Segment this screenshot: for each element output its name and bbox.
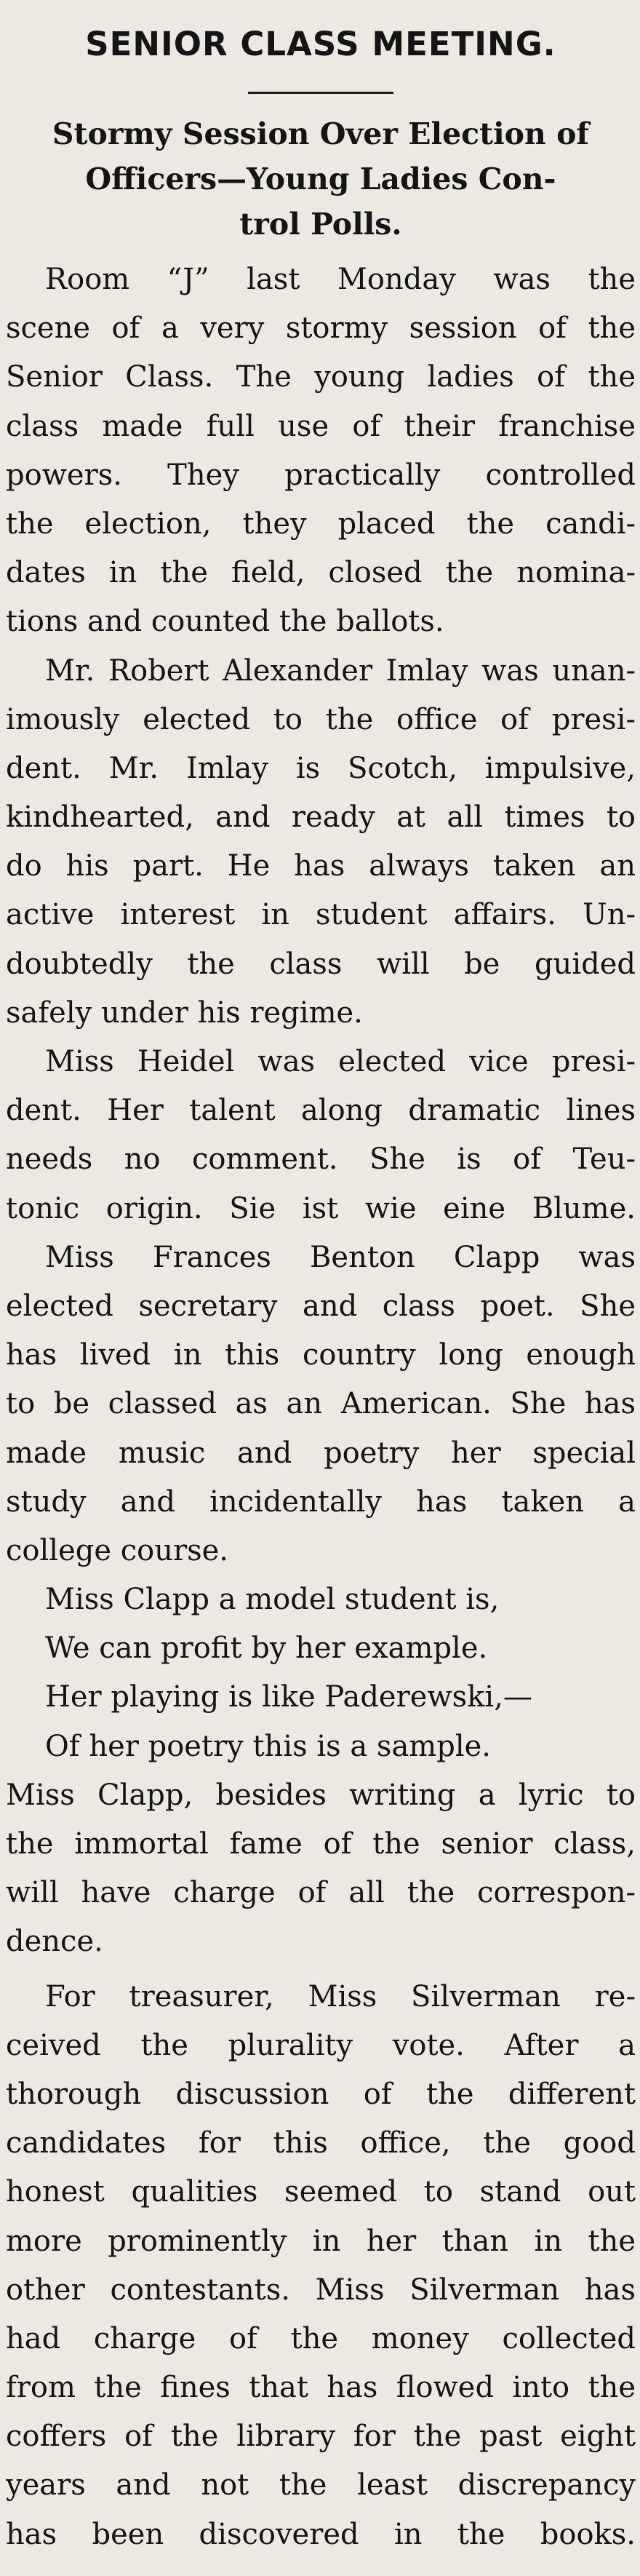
text-line: dent. Her talent along dramatic lines	[6, 1094, 636, 1128]
text-line: Miss Heidel was elected vice presi-	[45, 1045, 636, 1078]
text-line: active interest in student affairs. Un-	[6, 898, 636, 932]
paragraph-correspondence	[6, 1771, 636, 1967]
title-divider	[248, 92, 393, 94]
verse-line: Miss Clapp a model student is,	[45, 1583, 500, 1617]
text-line: kindhearted, and ready at all times to	[6, 800, 636, 835]
text-line: has been discovered in the books.	[6, 2517, 636, 2551]
text-line: ceived the plurality vote. After a	[6, 2028, 636, 2062]
subheading-line: trol Polls.	[239, 207, 402, 242]
text-line: do his part. He has always taken an	[6, 849, 636, 883]
text-line: other contestants. Miss Silverman has	[6, 2273, 636, 2307]
subheading-line: Officers—Young Ladies Con-	[85, 162, 556, 196]
paragraph-vice-president	[6, 1038, 636, 1233]
text-line: tions and counted the ballots.	[6, 605, 444, 639]
text-line: imously elected to the office of presi-	[6, 702, 636, 736]
text-line: dates in the field, closed the nomina-	[6, 556, 636, 590]
text-line: Mr. Robert Alexander Imlay was unan-	[45, 653, 636, 688]
text-line: scene of a very stormy session of the	[6, 311, 636, 346]
text-line: thorough discussion of the different	[6, 2077, 636, 2111]
text-line: will have charge of all the correspon-	[6, 1876, 636, 1910]
verse-line: Her playing is like Paderewski,—	[45, 1680, 532, 1714]
text-line: study and incidentally has taken a	[6, 1484, 636, 1519]
text-line: needs no comment. She is of Teu-	[6, 1142, 636, 1177]
poem-verse	[6, 1575, 636, 1771]
verse-line: We can profit by her example.	[45, 1631, 488, 1666]
verse-line: Of her poetry this is a sample.	[45, 1729, 492, 1763]
text-line: the immortal fame of the senior class,	[6, 1827, 636, 1861]
text-line: doubtedly the class will be guided	[6, 947, 636, 981]
paragraph-room-j	[6, 255, 636, 647]
text-line: tonic origin. Sie ist wie eine Blume.	[6, 1191, 636, 1225]
text-line: Miss Clapp, besides writing a lyric to	[6, 1778, 636, 1812]
text-line: had charge of the money collected	[6, 2321, 636, 2356]
text-line: college course.	[6, 1533, 229, 1567]
paragraph-treasurer	[6, 1973, 636, 2559]
text-line: honest qualities seemed to stand out	[6, 2175, 636, 2209]
article-title: SENIOR CLASS MEETING.	[85, 25, 556, 63]
text-line: coffers of the library for the past eight	[6, 2420, 636, 2454]
text-line: Senior Class. The young ladies of the	[6, 360, 636, 394]
text-line: elected secretary and class poet. She	[6, 1289, 636, 1323]
text-line: safely under his regime.	[6, 995, 363, 1030]
text-line: years and not the least discrepancy	[6, 2468, 636, 2503]
paragraph-secretary	[6, 1233, 636, 1575]
paragraph-gap	[6, 1967, 636, 1973]
text-line: has lived in this country long enough	[6, 1338, 636, 1372]
text-line: the election, they placed the candi-	[6, 506, 636, 541]
text-line: more prominently in her than in the	[6, 2224, 636, 2258]
text-line: powers. They practically controlled	[6, 458, 636, 492]
text-line: Room “J” last Monday was the	[45, 263, 636, 296]
text-line: For treasurer, Miss Silverman re-	[45, 1979, 636, 2014]
text-line: to be classed as an American. She has	[6, 1387, 636, 1421]
text-line: class made full use of their franchise	[6, 409, 636, 443]
text-line: dent. Mr. Imlay is Scotch, impulsive,	[6, 751, 636, 785]
text-line: made music and poetry her special	[6, 1436, 636, 1470]
article-subheading	[6, 111, 636, 247]
subheading-line: Stormy Session Over Election of	[52, 116, 590, 151]
text-line: dence.	[6, 1925, 103, 1959]
text-line: from the fines that has flowed into the	[6, 2371, 636, 2405]
paragraph-president	[6, 647, 636, 1038]
text-line: candidates for this office, the good	[6, 2126, 636, 2160]
text-line: Miss Frances Benton Clapp was	[45, 1240, 636, 1274]
